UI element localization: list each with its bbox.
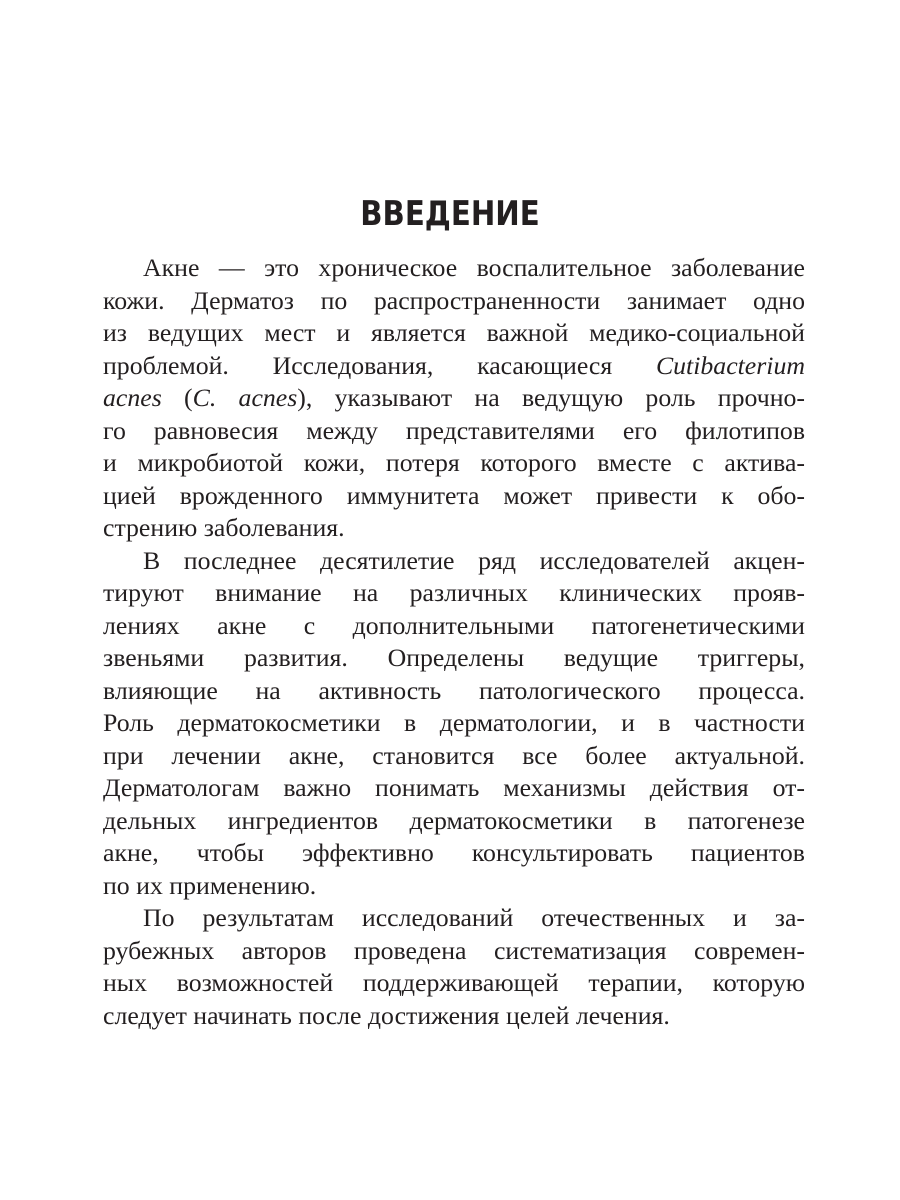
text-segment: по их применению. [103, 870, 317, 900]
text-line [143, 251, 805, 285]
text-segment: В последнее десятилетие ряд исследователей акцен- [143, 545, 805, 575]
text-segment: из ведущих мест и является важной медико-социальной [103, 318, 805, 347]
text-line [103, 739, 805, 773]
text-segment: По результатам исследований отечественных и за- [143, 903, 805, 932]
italic-text-segment: C. acnes [192, 383, 298, 412]
text-line [143, 544, 805, 578]
text-line [103, 511, 805, 545]
text-segment: Роль дерматокосметики в дерматологии, и в частности [103, 708, 805, 737]
text-segment: дельных ингредиентов дерматокосметики в патогенезе [103, 805, 805, 835]
text-line [143, 901, 805, 935]
text-line [103, 674, 805, 708]
text-segment: Дерматологам важно понимать механизмы действия от- [103, 773, 805, 802]
text-segment: стрению заболевания. [103, 513, 345, 542]
text-segment: при лечении акне, становится все более актуальной. [103, 740, 805, 770]
text-segment: ), указывают на ведущую роль прочно- [297, 383, 805, 412]
text-segment: рубежных авторов проведена систематизация современ- [103, 935, 805, 965]
text-line [103, 446, 805, 480]
italic-text-segment: acnes [103, 383, 162, 412]
text-line [103, 771, 805, 805]
text-line [103, 479, 805, 513]
text-segment: следует начинать после достижения целей лечения. [103, 1000, 670, 1030]
text-segment: ( [161, 383, 193, 412]
text-segment: проблемой. Исследования, касающиеся [103, 350, 656, 380]
chapter-heading: ВВЕДЕНИЕ [360, 194, 540, 234]
text-line [103, 966, 805, 1000]
text-line [103, 381, 805, 415]
text-line [103, 869, 805, 903]
text-line [103, 349, 805, 383]
italic-text-segment: Cutibacterium [655, 350, 805, 380]
text-segment: акне, чтобы эффективно консультировать пациентов [103, 838, 805, 867]
text-segment: кожи. Дерматоз по распространенности занимает одно [103, 285, 805, 315]
text-segment: влияющие на активность патологического процесса. [103, 675, 805, 705]
text-line [103, 414, 805, 448]
text-segment: тируют внимание на различных клинических прояв- [103, 578, 805, 607]
text-segment: Акне — это хроническое воспалительное заболевание [143, 253, 805, 282]
text-line [103, 836, 805, 870]
text-line [103, 934, 805, 968]
text-line [103, 316, 805, 350]
text-line [103, 706, 805, 740]
text-segment: ных возможностей поддерживающей терапии, которую [103, 968, 805, 997]
text-line [103, 804, 805, 838]
text-line [103, 999, 805, 1033]
text-segment: звеньями развития. Определены ведущие триггеры, [103, 643, 805, 672]
text-segment: го равновесия между представителями его филотипов [103, 415, 805, 445]
text-line [103, 641, 805, 675]
text-line [103, 284, 805, 318]
text-segment: цией врожденного иммунитета может привести к обо- [103, 480, 805, 510]
text-segment: лениях акне с дополнительными патогенетическими [103, 610, 805, 640]
text-line [103, 609, 805, 643]
text-segment: и микробиотой кожи, потеря которого вместе с актива- [103, 448, 805, 477]
text-line [103, 576, 805, 610]
